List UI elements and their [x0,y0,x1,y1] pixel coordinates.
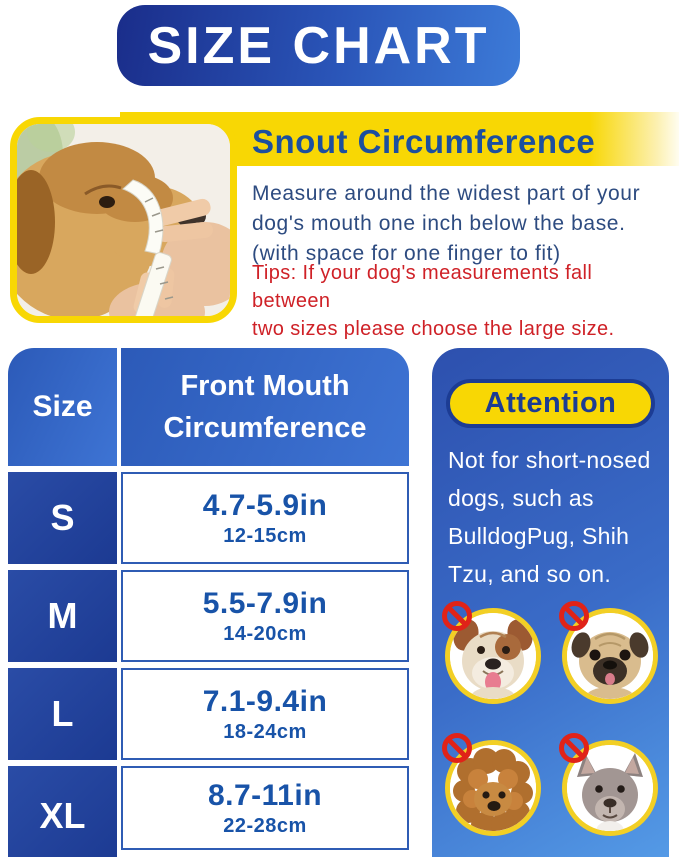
cm-value: 18-24cm [223,720,307,743]
size-cell-xl [8,766,117,857]
prohibition-icon [441,600,473,632]
table-header-circumference-line1: Front Mouth [180,370,350,402]
snout-instruction-line: dog's mouth one inch below the base. [252,212,626,235]
inches-value: 4.7-5.9in [202,488,328,522]
snout-tips-line: Tips: If your dog's measurements fall between [252,262,593,312]
cm-value: 22-28cm [223,814,307,837]
size-cell-m [8,570,117,662]
attention-text-line: dogs, such as [448,485,594,511]
attention-text [448,441,663,593]
attention-text-line: Not for short-nosed [448,447,651,473]
snout-section-heading [252,119,672,165]
value-cell-s [121,472,409,564]
inches-value: 5.5-7.9in [202,586,328,620]
size-label: M [47,595,78,636]
attention-text-line: BulldogPug, Shih [448,523,630,549]
size-cell-s [8,472,117,564]
inches-value: 8.7-11in [207,778,323,812]
snout-instructions [252,179,672,269]
prohibition-icon [558,732,590,764]
page-title: SIZE CHART [147,16,490,75]
size-chart-banner [117,5,520,86]
table-header-circumference-line2: Circumference [163,412,367,444]
snout-tips [252,259,672,343]
snout-instruction-line: (with space for one finger to fit) [252,242,561,265]
table-header-size [8,348,117,466]
snout-measurement-photo [10,117,237,323]
prohibition-icon [441,732,473,764]
size-cell-l [8,668,117,760]
size-label: XL [39,795,86,836]
inches-value: 7.1-9.4in [202,684,328,718]
table-header-circumference [121,348,409,466]
attention-badge [446,379,655,428]
cm-value: 14-20cm [223,622,307,645]
attention-panel [432,348,669,857]
attention-text-line: Tzu, and so on. [448,561,612,587]
size-label: S [50,497,75,538]
snout-instruction-line: Measure around the widest part of your [252,182,641,205]
value-cell-m [121,570,409,662]
snout-heading-text: Snout Circumference [252,123,596,160]
prohibition-icon [558,600,590,632]
size-label: L [51,693,74,734]
attention-badge-label: Attention [484,387,617,419]
size-table [8,348,409,857]
cm-value: 12-15cm [223,524,307,547]
value-cell-l [121,668,409,760]
table-header-size-label: Size [32,390,93,423]
value-cell-xl [121,766,409,850]
dog-measuring-tape-illustration [17,124,230,316]
snout-tips-line: two sizes please choose the large size. [252,318,615,340]
